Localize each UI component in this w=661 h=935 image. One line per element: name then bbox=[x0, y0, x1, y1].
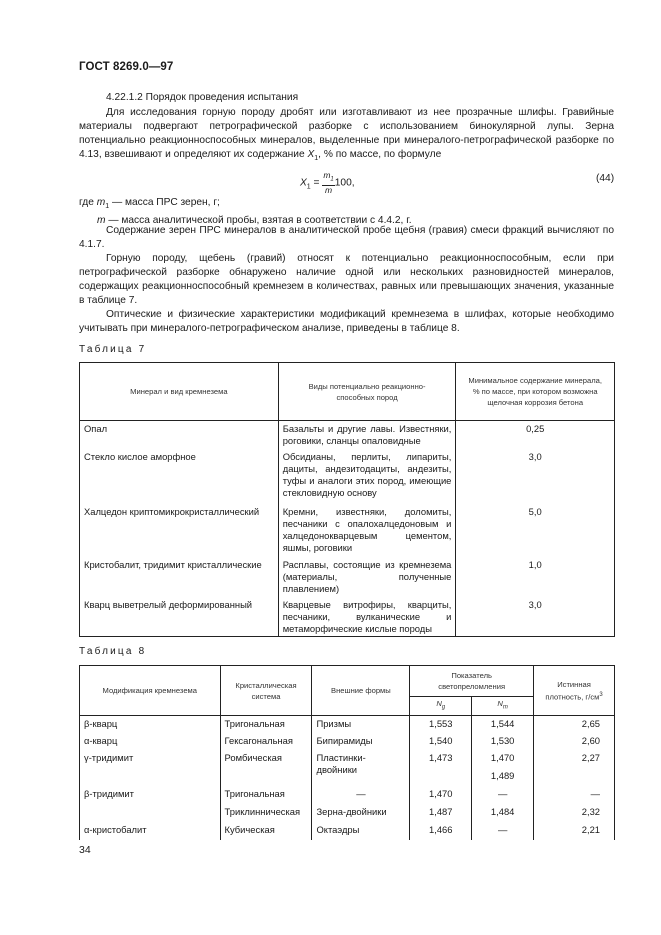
table8-cell: 1,470 bbox=[410, 786, 472, 804]
table8-cell: 1,544 bbox=[472, 716, 534, 733]
paragraph-1: Для исследования горную породу дробят или изготавливают из нее прозрачные шлифы. Гравийные материалы подвергают петрографической разборке с использованием бинокулярной лупы. Зерна потенциально реакционноспособных минералов, выделенные при минералого-петрографической разборке по 4.13, взвешивают и определяют их содержание $X_1$, % по массе, по формуле bbox=[79, 107, 614, 163]
table7-cell: Стекло кислое аморфное bbox=[80, 449, 279, 504]
table7-cell: Базальты и другие лавы. Известняки, роговики, сланцы опаловидные bbox=[278, 421, 456, 449]
table8-cell: β-тридимит bbox=[80, 786, 221, 804]
table8-cell: Призмы bbox=[312, 716, 410, 733]
table8-cell: 1,540 bbox=[410, 733, 472, 750]
table7-cell: Кварц выветрелый деформированный bbox=[80, 597, 279, 637]
table8-cell: 2,65 bbox=[534, 716, 615, 733]
table8-cell: Тригональная bbox=[220, 716, 312, 733]
table8-cell: 2,27 bbox=[534, 750, 615, 786]
table8-cell: 1,487 bbox=[410, 804, 472, 822]
table8-cell: 1,553 bbox=[410, 716, 472, 733]
table-row bbox=[80, 597, 615, 637]
table7-cell: 3,0 bbox=[456, 449, 615, 504]
table-row bbox=[80, 733, 615, 750]
legend-line-2: m — масса аналитической пробы, взятая в соответствии с 4.4.2, г. bbox=[97, 215, 412, 227]
table7-cell: Халцедон криптомикрокристаллический bbox=[80, 504, 279, 557]
table8-cell: — bbox=[312, 786, 410, 804]
table8-header-density: Истинная плотность, $г/см^3$ bbox=[534, 666, 615, 716]
table7-header-min-content: Минимальное содержание минерала, % по массе, при котором возможна щелочная коррозия бетона bbox=[456, 363, 615, 421]
table-row bbox=[80, 822, 615, 840]
table7-cell: Кристобалит, тридимит кристаллические bbox=[80, 557, 279, 597]
table-row bbox=[80, 504, 615, 557]
table8-header-ng: $N_g$ bbox=[410, 697, 472, 716]
table8-cell: Зерна-двойники bbox=[312, 804, 410, 822]
formula-fraction: $\frac{m_1}{m}$ bbox=[323, 170, 334, 195]
table8-cell: α-кристобалит bbox=[80, 822, 221, 840]
paragraph-1-block bbox=[79, 106, 614, 166]
formula-number: (44) bbox=[596, 173, 615, 184]
table8-cell: Пластинки-двойники bbox=[312, 750, 410, 786]
table7-cell: Опал bbox=[80, 421, 279, 449]
table8-cell: 1,466 bbox=[410, 822, 472, 840]
table8-header-nm: $N_m$ bbox=[472, 697, 534, 716]
table7-cell: Кварцевые витрофиры, кварциты, песчаники, вулканические и метаморфические кислые породы bbox=[278, 597, 456, 637]
table8-caption: Таблица 8 bbox=[79, 646, 147, 657]
table7-cell: Кремни, известняки, доломиты, песчаники с опалохалцедоновым и халцедонокварцевым цементом, яшмы, роговики bbox=[278, 504, 456, 557]
table8-cell: γ-тридимит bbox=[80, 750, 221, 786]
table8-cell: 1,530 bbox=[472, 733, 534, 750]
table8-header-mod: Модификация кремнезема bbox=[80, 666, 221, 716]
table8-cell: Бипирамиды bbox=[312, 733, 410, 750]
table8-cell bbox=[80, 804, 221, 822]
table8-cell: — bbox=[534, 786, 615, 804]
formula-44: $X_1$ = $\frac{m_1}{m}$ 100, bbox=[300, 170, 355, 195]
table-row bbox=[80, 786, 615, 804]
table-row bbox=[80, 716, 615, 733]
table8-cell: Ромбическая bbox=[220, 750, 312, 786]
table7-header-mineral: Минерал и вид кремнезема bbox=[80, 363, 279, 421]
table8-cell: — bbox=[472, 822, 534, 840]
paragraphs-block bbox=[79, 224, 614, 336]
paragraph-4: Оптические и физические характеристики модификаций кремнезема в шлифах, которые необходимо учитывать при минералого-петрографическом анализе, приведены в таблице 8. bbox=[79, 309, 614, 334]
table8-cell: 1,484 bbox=[472, 804, 534, 822]
table8-cell: — bbox=[472, 786, 534, 804]
section-title: 4.22.1.2 Порядок проведения испытания bbox=[106, 92, 299, 103]
table8-cell: Кубическая bbox=[220, 822, 312, 840]
table8-header-forms: Внешние формы bbox=[312, 666, 410, 716]
table8-cell: β-кварц bbox=[80, 716, 221, 733]
table7-header-rocks: Виды потенциально реакционно-способных пород bbox=[278, 363, 456, 421]
table8-cell: α-кварц bbox=[80, 733, 221, 750]
table-row bbox=[80, 557, 615, 597]
table8-cell: 1,470 1,489 bbox=[472, 750, 534, 786]
table-row bbox=[80, 804, 615, 822]
table7-cell: Обсидианы, перлиты, липариты, дациты, андезитодациты, андезиты, туфы и аналоги этих пород, имеющие стекловидную основу bbox=[278, 449, 456, 504]
table8-cell: 2,60 bbox=[534, 733, 615, 750]
table8-header-system: Кристаллическая система bbox=[220, 666, 312, 716]
table8-cell: 2,21 bbox=[534, 822, 615, 840]
paragraph-2: Содержание зерен ПРС минералов в аналитической пробе щебня (гравия) смеси фракций вычисляют по 4.1.7. bbox=[79, 225, 614, 250]
table-row bbox=[80, 421, 615, 449]
table7-cell: 3,0 bbox=[456, 597, 615, 637]
table8-header-refractive-index: Показатель светопреломления bbox=[410, 666, 534, 697]
table7-cell: Расплавы, состоящие из кремнезема (материалы, полученные плавлением) bbox=[278, 557, 456, 597]
table7-cell: 1,0 bbox=[456, 557, 615, 597]
table8-cell: Октаэдры bbox=[312, 822, 410, 840]
document-header: ГОСТ 8269.0—97 bbox=[79, 61, 174, 73]
table-8 bbox=[79, 665, 615, 840]
table7-cell: 5,0 bbox=[456, 504, 615, 557]
paragraph-3: Горную породу, щебень (гравий) относят к потенциально реакционноспособным, если при петрографической разборке обнаружено наличие одной или нескольких разновидностей минералов, содержащих реакционноспособный кремнезем в количествах, равных или превышающих значения, указанные в таблице 7. bbox=[79, 253, 614, 306]
table-row bbox=[80, 750, 615, 786]
page-number: 34 bbox=[79, 844, 91, 856]
table-row bbox=[80, 449, 615, 504]
legend-line-1: где $m_1$ — масса ПРС зерен, г; bbox=[79, 197, 220, 211]
table8-cell: 2,32 bbox=[534, 804, 615, 822]
table8-cell: Триклинническая bbox=[220, 804, 312, 822]
table7-cell: 0,25 bbox=[456, 421, 615, 449]
table8-cell: Тригональная bbox=[220, 786, 312, 804]
table8-cell: Гексагональная bbox=[220, 733, 312, 750]
table7-caption: Таблица 7 bbox=[79, 344, 147, 355]
table8-cell: 1,473 bbox=[410, 750, 472, 786]
table-7 bbox=[79, 362, 615, 637]
